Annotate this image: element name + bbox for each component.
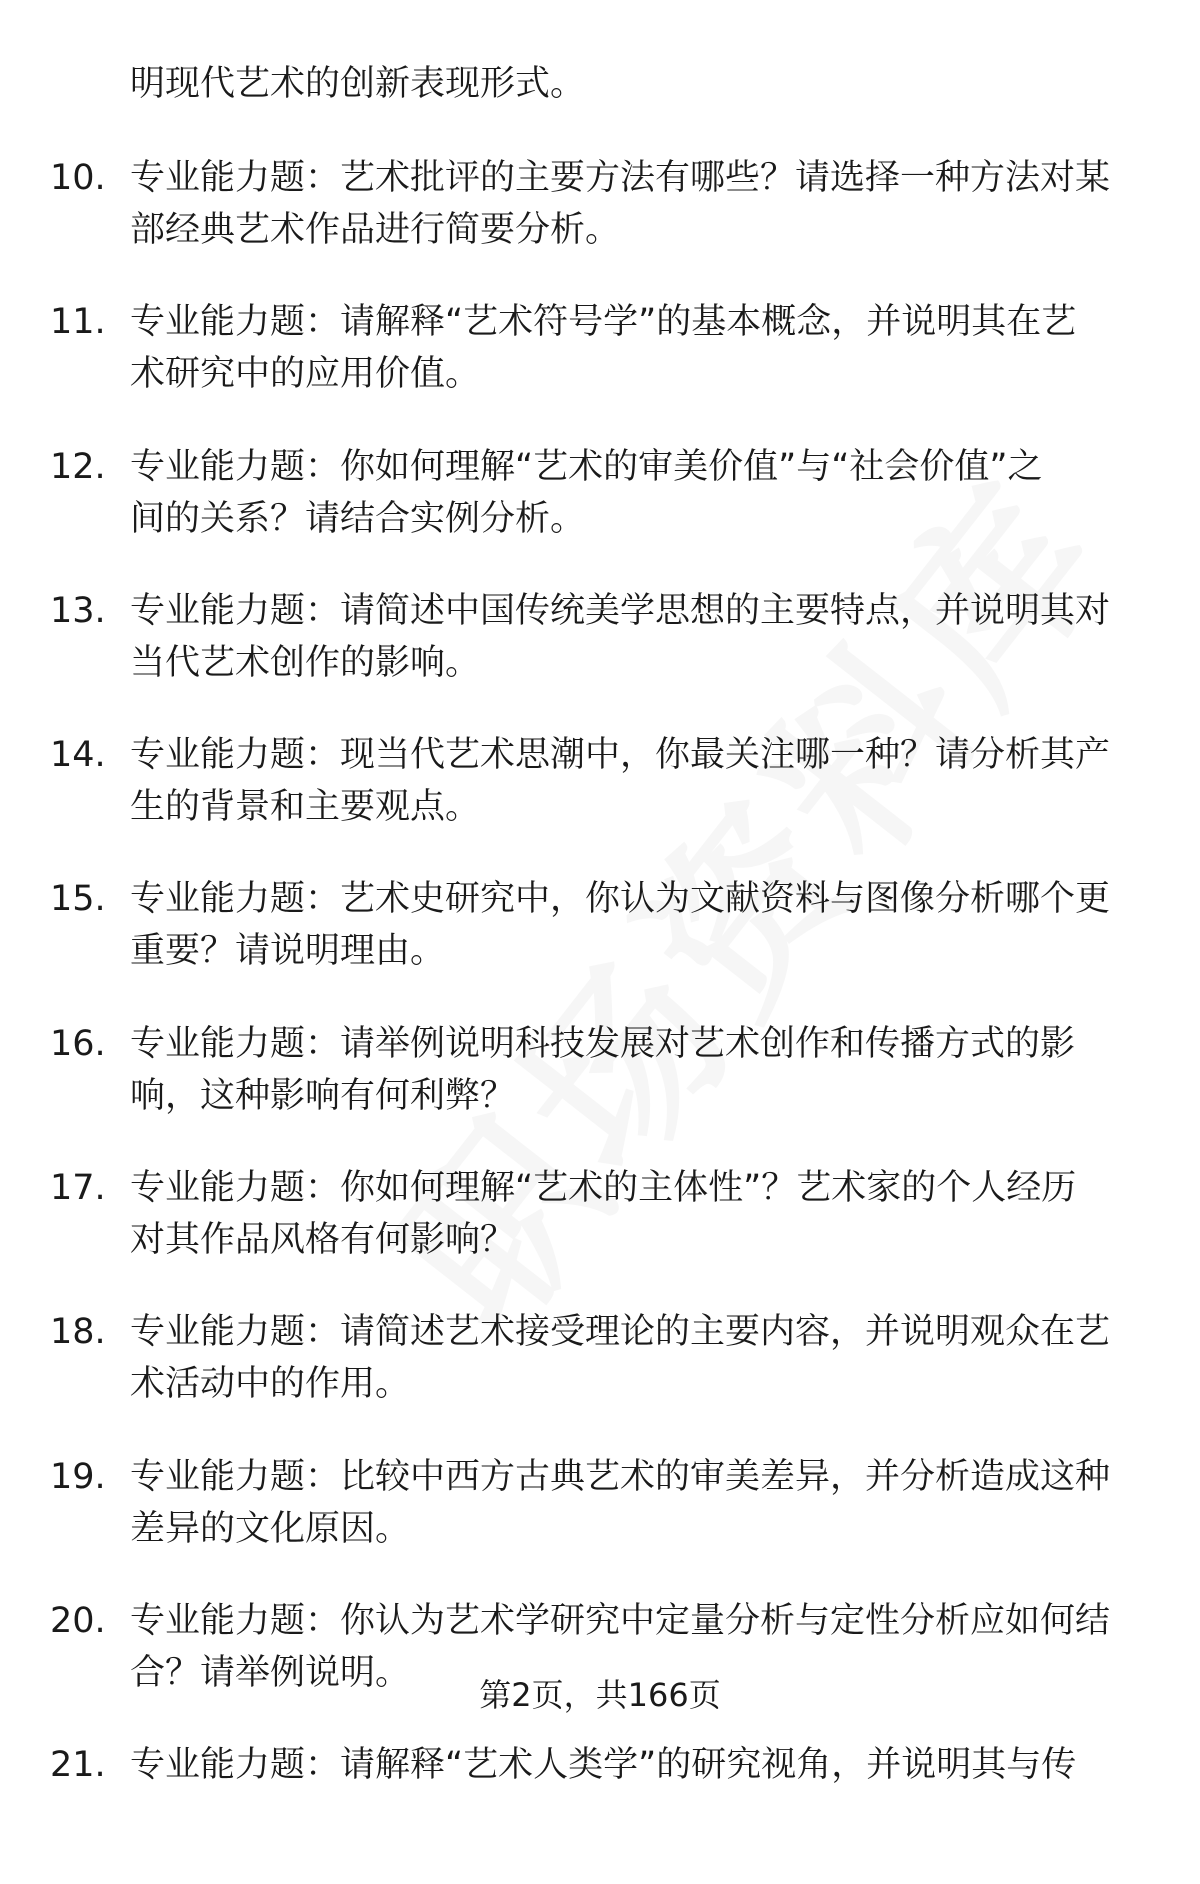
question-number: 13. <box>50 590 106 631</box>
question-line: 专业能力题：请解释“艺术符号学”的基本概念，并说明其在艺 <box>130 302 1077 343</box>
question-number: 16. <box>50 1023 106 1064</box>
question-text <box>130 1739 1140 1791</box>
question-item-17 <box>0 1162 1200 1306</box>
question-text <box>130 1306 1140 1410</box>
question-item-18 <box>0 1306 1200 1450</box>
question-line: 专业能力题：你如何理解“艺术的审美价值”与“社会价值”之 <box>130 446 1043 487</box>
question-line: 术研究中的应用价值。 <box>130 354 481 395</box>
page-footer: 第2页，共166页 <box>479 1676 721 1714</box>
question-line: 专业能力题：你如何理解“艺术的主体性”？艺术家的个人经历 <box>130 1168 1077 1209</box>
question-item-20 <box>0 1595 1200 1739</box>
question-number: 17. <box>50 1168 106 1209</box>
question-number: 10. <box>50 158 106 198</box>
question-line: 对其作品风格有何影响？ <box>130 1220 516 1261</box>
question-line: 当代艺术创作的影响。 <box>130 642 481 683</box>
question-text <box>130 152 1140 256</box>
continuation-text: 明现代艺术的创新表现形式。 <box>130 64 586 104</box>
question-line: 部经典艺术作品进行简要分析。 <box>130 210 621 250</box>
question-number: 19. <box>50 1456 106 1497</box>
question-line: 间的关系？请结合实例分析。 <box>130 498 586 539</box>
question-item-11 <box>0 296 1200 440</box>
question-line: 专业能力题：艺术史研究中，你认为文献资料与图像分析哪个更 <box>130 879 1111 920</box>
question-item-15 <box>0 873 1200 1017</box>
question-line: 专业能力题：请解释“艺术人类学”的研究视角，并说明其与传 <box>130 1745 1077 1786</box>
question-line: 专业能力题：请举例说明科技发展对艺术创作和传播方式的影 <box>130 1023 1076 1064</box>
question-item-21 <box>0 1739 1200 1883</box>
question-text <box>130 873 1140 977</box>
question-line: 生的背景和主要观点。 <box>130 787 481 828</box>
question-line: 专业能力题：现当代艺术思潮中，你最关注哪一种？请分析其产 <box>130 735 1111 776</box>
question-line: 合？请举例说明。 <box>130 1652 411 1693</box>
question-number: 18. <box>50 1312 106 1353</box>
question-line: 差异的文化原因。 <box>130 1508 411 1549</box>
question-item-10 <box>0 152 1200 296</box>
question-text <box>130 729 1140 833</box>
question-text <box>130 296 1140 400</box>
question-line: 专业能力题：请简述中国传统美学思想的主要特点，并说明其对 <box>130 590 1111 631</box>
question-text <box>130 441 1140 545</box>
question-line: 响，这种影响有何利弊？ <box>130 1075 516 1116</box>
question-line: 重要？请说明理由。 <box>130 931 446 972</box>
question-line: 专业能力题：你认为艺术学研究中定量分析与定性分析应如何结 <box>130 1600 1111 1641</box>
question-item-12 <box>0 441 1200 585</box>
question-text <box>130 585 1140 689</box>
question-number: 20. <box>50 1600 106 1641</box>
question-line: 专业能力题：比较中西方古典艺术的审美差异，并分析造成这种 <box>130 1456 1111 1497</box>
question-text <box>130 1018 1140 1122</box>
question-line: 专业能力题：请简述艺术接受理论的主要内容，并说明观众在艺 <box>130 1312 1111 1353</box>
question-item-16 <box>0 1018 1200 1162</box>
question-item-19 <box>0 1451 1200 1595</box>
question-text <box>130 1451 1140 1555</box>
question-number: 12. <box>50 446 106 487</box>
question-list <box>0 152 1200 1884</box>
question-line: 术活动中的作用。 <box>130 1364 411 1405</box>
question-text <box>130 1162 1140 1266</box>
question-number: 14. <box>50 735 106 776</box>
question-number: 15. <box>50 879 106 920</box>
question-item-14 <box>0 729 1200 873</box>
question-number: 21. <box>50 1745 106 1786</box>
question-line: 专业能力题：艺术批评的主要方法有哪些？请选择一种方法对某 <box>130 158 1111 198</box>
question-item-13 <box>0 585 1200 729</box>
question-number: 11. <box>50 302 106 343</box>
